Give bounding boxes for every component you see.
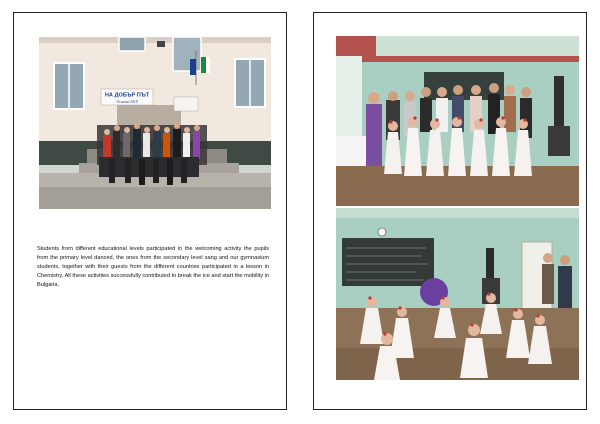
dance-performance-photo: [336, 208, 579, 380]
classroom-group-photo: [336, 36, 579, 206]
school-sign-subtitle: Основно 2018: [116, 100, 138, 104]
document-page-right: [313, 12, 587, 410]
school-building-group-photo-image: [39, 37, 271, 209]
classroom-group-photo-image: [336, 36, 579, 206]
photo-caption: Students from different educational levels participated in the welcoming activity the pupils from the primary level danced, the ones from the secondary level sang and our gymnasium students, together with their guests from the different countries participated in a lesson in Chemistry. All these activities successfully contributed to break the ice and start the mobility in Bulgaria.: [37, 246, 269, 288]
dance-performance-photo-image: [336, 208, 579, 380]
school-sign-title: НА ДОБЪР ПЪТ: [104, 92, 150, 99]
school-building-group-photo: [39, 37, 271, 209]
document-page-left: [13, 12, 287, 410]
